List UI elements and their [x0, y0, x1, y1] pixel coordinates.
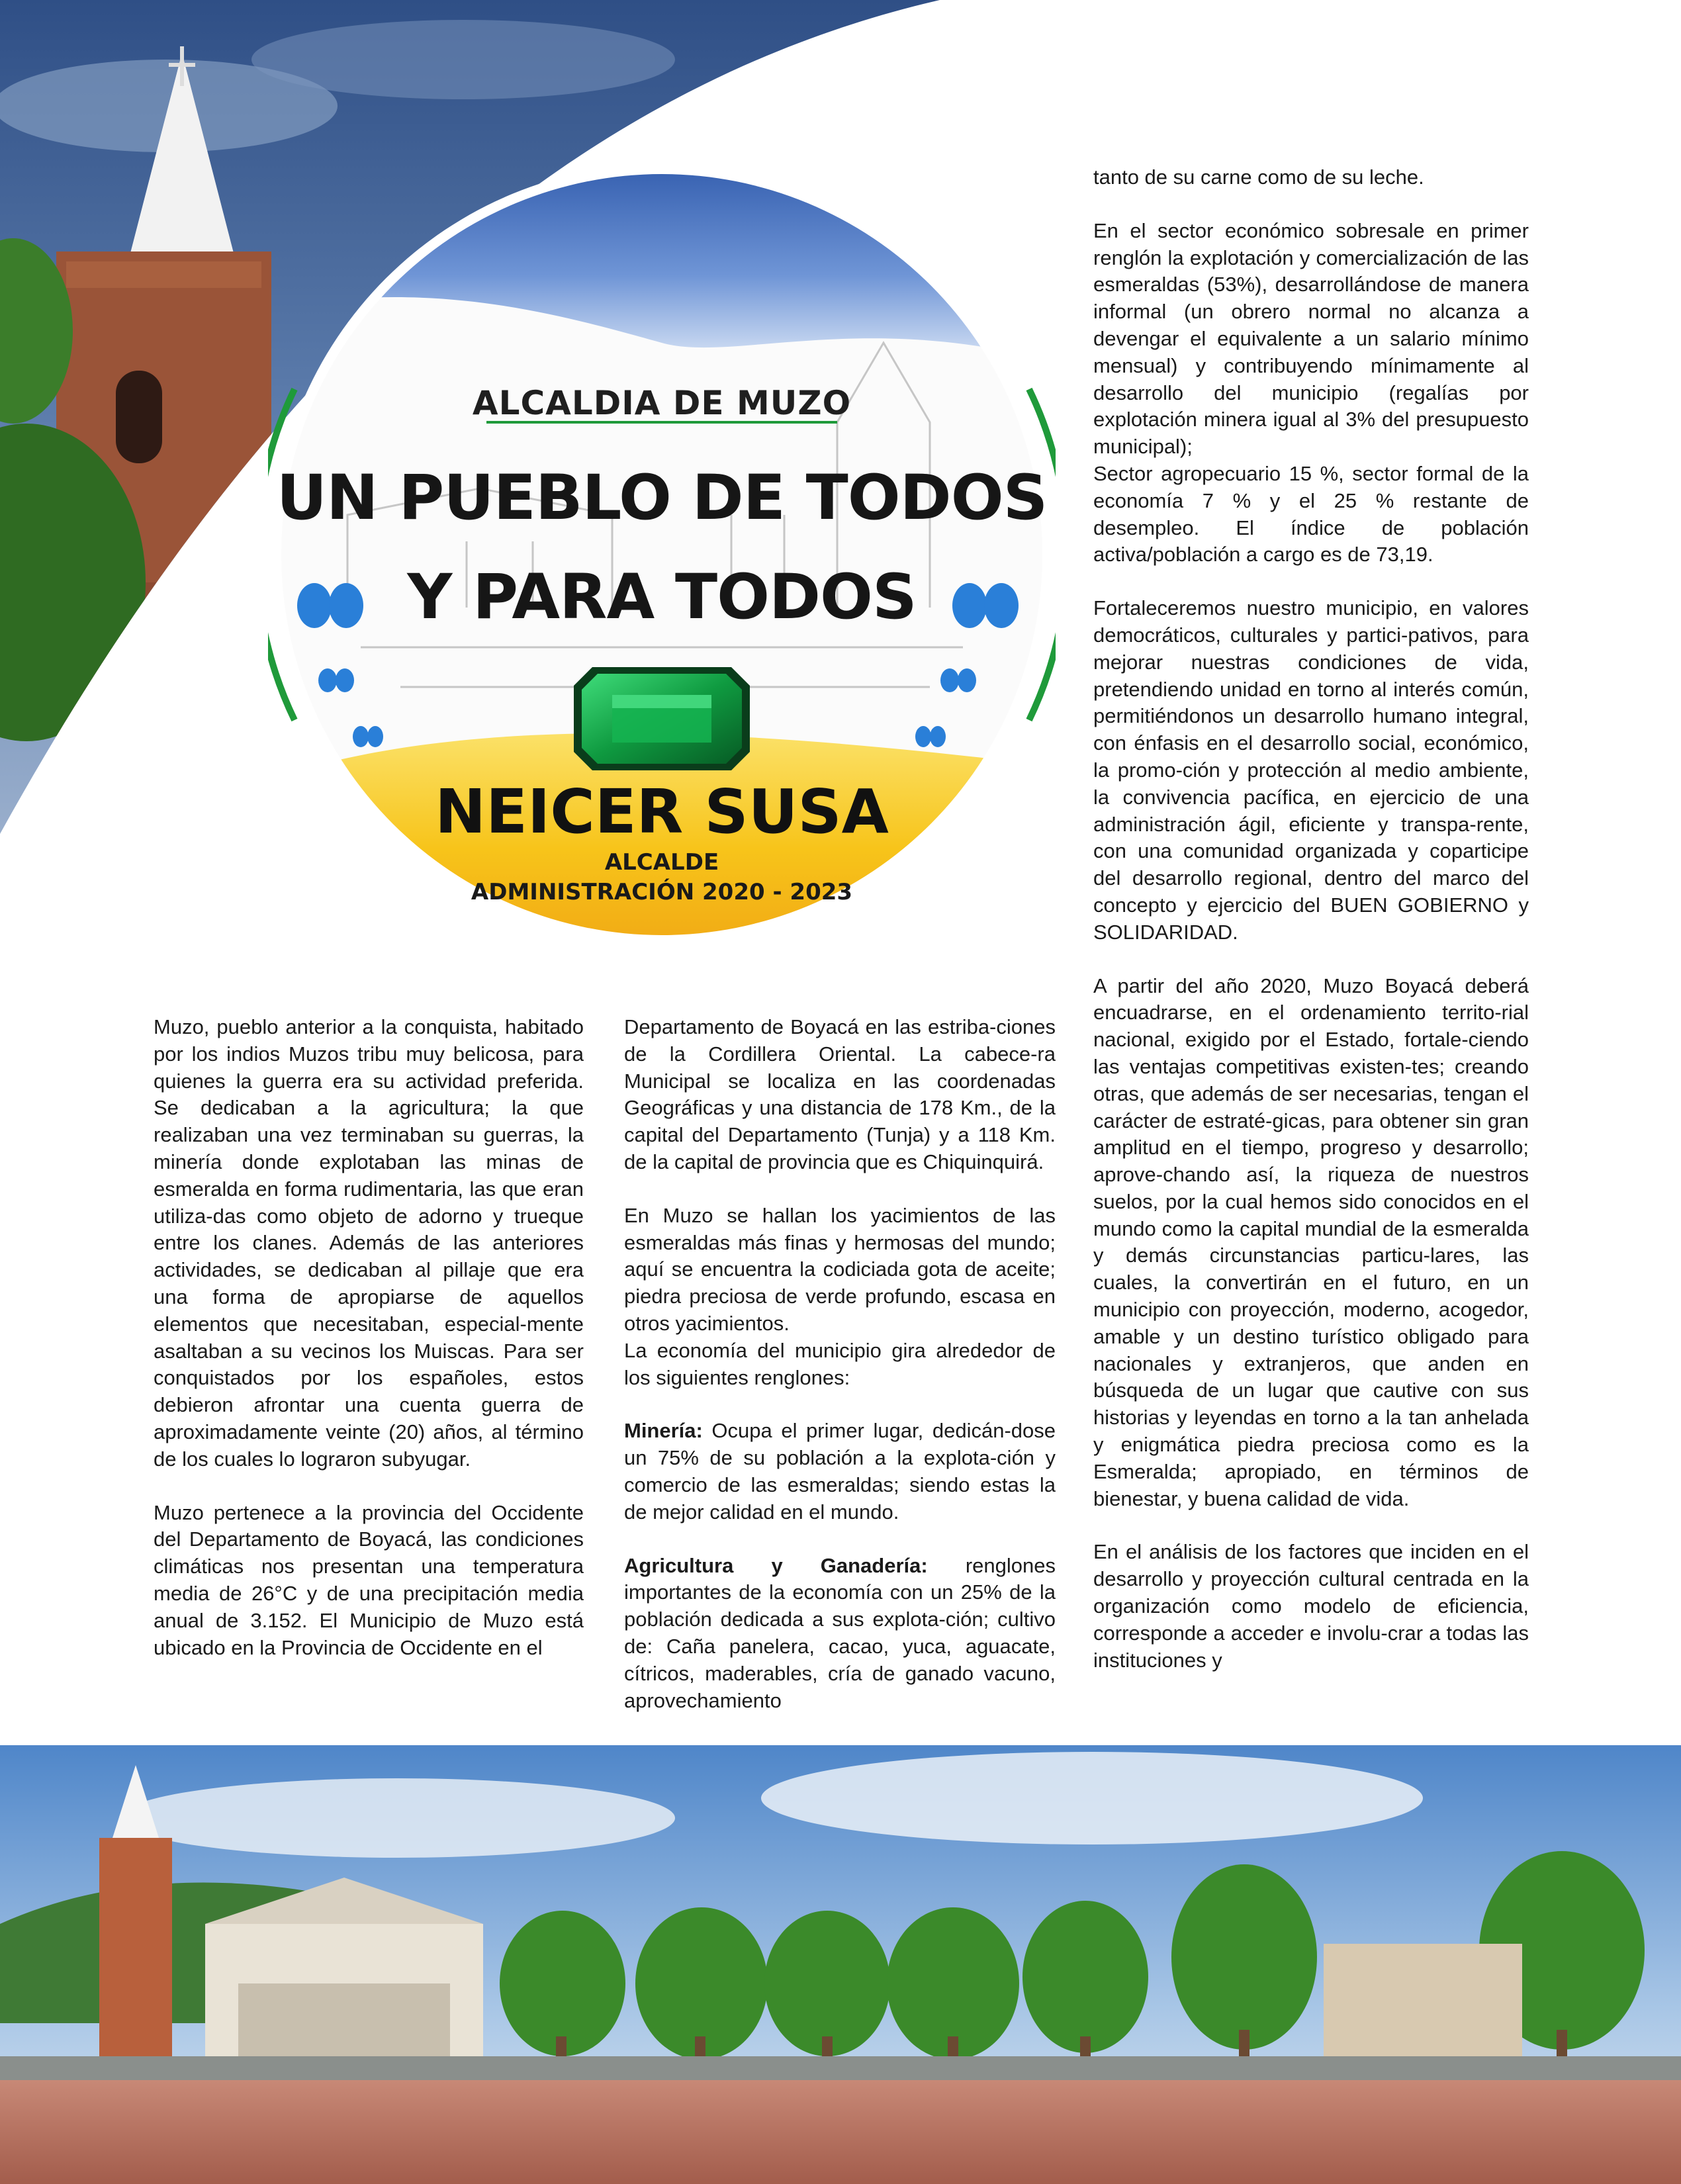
plaza-photo [0, 1745, 1681, 2184]
paragraph: En el análisis de los factores que inciden en el desarrollo y proyección cultural centrada en la organización como modelo de eficiencia, corresponde a acceder e involu-crar a todas las instituciones y [1093, 1540, 1529, 1672]
paragraph: En Muzo se hallan los yacimientos de las esmeraldas más finas y hermosas del mundo; aquí se encuentra la codiciada gota de aceite; piedra preciosa de verde profundo, escasa en otros yacimientos. [624, 1203, 1056, 1335]
badge-mayor-name: NEICER SUSA [435, 776, 889, 847]
text-column-right [1093, 164, 1529, 1674]
lead-text: renglones importantes de la economía con un 25% de la población dedicada a sus explota-ción; cultivo de: Caña panelera, cacao, yuca, aguacate, cítricos, maderables, cría de ganado vacuno, aprovechamiento [624, 1553, 1056, 1712]
paragraph-agricultura [624, 1553, 1056, 1715]
paragraph: Muzo pertenece a la provincia del Occidente del Departamento de Boyacá, las condiciones climáticas nos presentan una temperatura media de 26°C y de una precipitación media anual de 3.152. El Municipio de Muzo está ubicado en la Provincia de Occidente en el [154, 1500, 584, 1659]
badge-slogan-line1: UN PUEBLO DE TODOS [276, 462, 1048, 534]
paragraph: Departamento de Boyacá en las estriba-ciones de la Cordillera Oriental. La cabece-ra Municipal se localiza en las coordenadas Geográficas y una distancia de 178 Km., de la capital del Departamento (Tunja) y a 118 Km. de la capital de provincia que es Chiquinquirá. [624, 1015, 1056, 1173]
lead-label: Minería: [624, 1419, 703, 1443]
lead-text: Ocupa el primer lugar, dedicán-dose un 75% de su población a la explota-ción y comercio de las esmeraldas; siendo estas la de mejor calidad en el mundo. [624, 1419, 1056, 1524]
text-column-left [154, 1014, 584, 1661]
badge-role: ALCALDE [604, 849, 719, 876]
badge-term: ADMINISTRACIÓN 2020 - 2023 [471, 879, 853, 905]
badge-slogan-line2: Y PARA TODOS [407, 561, 917, 633]
paragraph: tanto de su carne como de su leche. [1093, 165, 1424, 189]
text-column-middle [624, 1014, 1056, 1714]
emerald-icon [574, 667, 750, 770]
paragraph: La economía del municipio gira alrededor de los siguientes renglones: [624, 1338, 1056, 1389]
campaign-badge [268, 144, 1056, 965]
paragraph: Fortaleceremos nuestro municipio, en valores democráticos, culturales y partici-pativos, para mejorar nuestras condiciones de vida, pretendiendo unidad en torno al interés común, permitiéndonos un desarrollo humano integral, con énfasis en el desarrollo social, económico, la promo-ción y protección al medio ambiente, la convivencia pacífica, en ejercicio de una administración ágil, eficiente y transpa-rente, con una comunidad organizada y coparticipe del desarrollo regional, dentro del marco del concepto y ejercicio del BUEN GOBIERNO y SOLIDARIDAD. [1093, 596, 1529, 944]
paragraph: A partir del año 2020, Muzo Boyacá deberá encuadrarse, en el ordenamiento territo-rial nacional, exigido por el Estado, fortale-ciendo las ventajas competitivas existen-tes; creando otras, que además de ser necesarias, tengan el carácter de estraté-gicas, para obtener sin gran amplitud en el tiempo, progreso y desarrollo; aprove-chando así, la riqueza de nuestros suelos, por la cual hemos sido conocidos en el mundo como la capital mundial de la esmeralda y demás circunstancias particu-lares, las cuales, la convertirán en el futuro, en un municipio con proyección, moderno, acogedor, amable y un destino turístico obligado para nacionales y extranjeros, que anden en búsqueda de un lugar que cautive con sus historias y leyendas en torno a la tan anhelada y enigmática piedra preciosa como es la Esmeralda; apropiado, en términos de bienestar, y buena calidad de vida. [1093, 974, 1529, 1510]
paragraph: Sector agropecuario 15 %, sector formal de la economía 7 % y el 25 % restante de desempleo. El índice de población activa/población a cargo es de 73,19. [1093, 461, 1529, 567]
badge-header: ALCALDIA DE MUZO [472, 384, 852, 422]
lead-label: Agricultura y Ganadería: [624, 1553, 928, 1577]
paragraph: En el sector económico sobresale en primer renglón la explotación y comercialización de las esmeraldas (53%), desarrollándose de manera informal (un obrero normal no alcanza a devengar el equivalente a un salario mínimo mensual) y contribuyendo mínimamente al desarrollo del municipio (regalías por explotación minera igual al 3% del presupuesto municipal); [1093, 218, 1529, 459]
paragraph-mineria [624, 1418, 1056, 1525]
paragraph: Muzo, pueblo anterior a la conquista, habitado por los indios Muzos tribu muy belicosa, para quienes la guerra era su actividad preferida. Se dedicaban a la agricultura; la que realizaban una vez terminaban su guerras, la minería donde explotaban las minas de esmeralda en forma rudimentaria, las que eran utiliza-das como objeto de adorno y trueque entre los clanes. Además de las anteriores actividades, se dedicaban al pillaje que era una forma de apropiarse de aquellos elementos que necesitaban, especial-mente asaltaban a su vecinos los Muiscas. Para ser conquistados por los españoles, estos debieron afrontar una cuenta guerra de aproximadamente veinte (20) años, al término de los cuales lo lograron subyugar. [154, 1015, 584, 1471]
